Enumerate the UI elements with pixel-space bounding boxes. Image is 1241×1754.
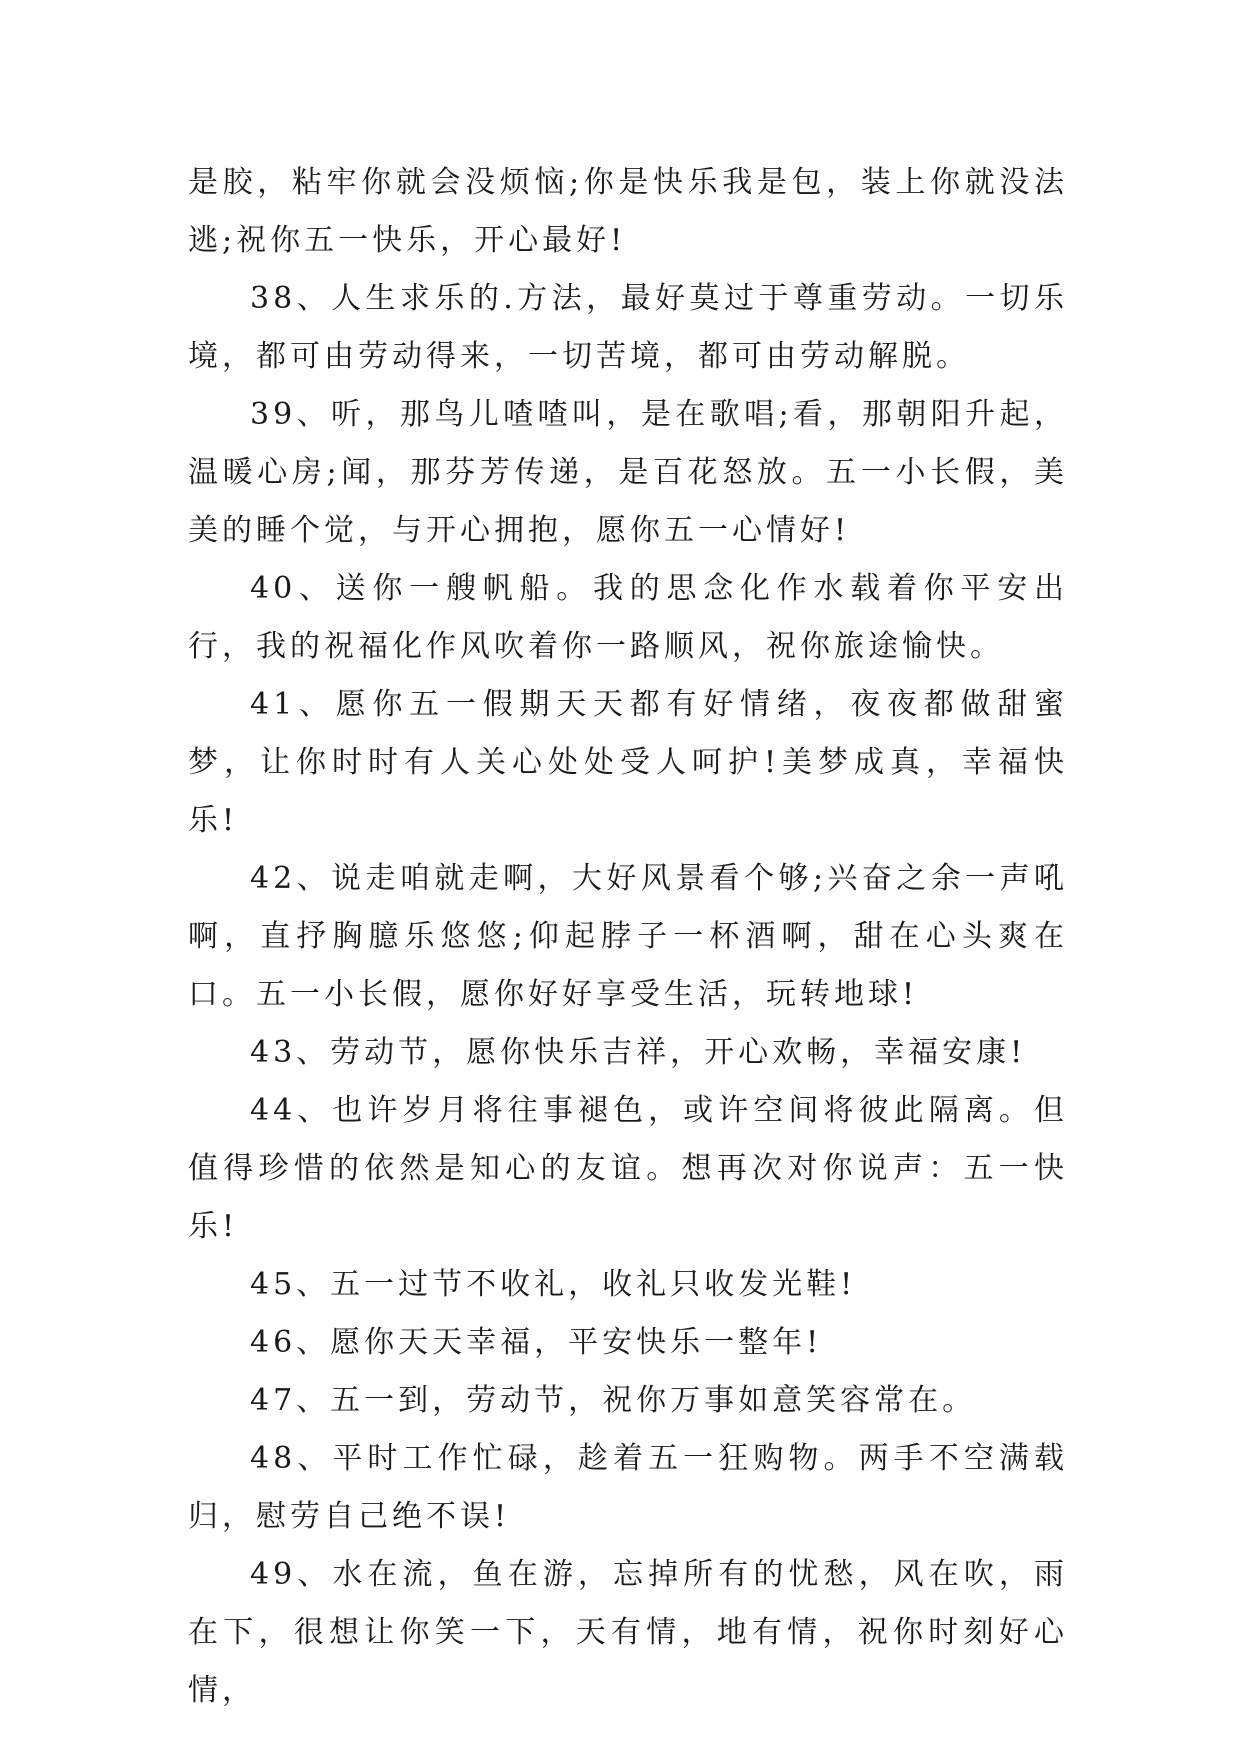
paragraph-48: 48、平时工作忙碌，趁着五一狂购物。两手不空满载归，慰劳自己绝不误! [188,1441,1068,1534]
paragraph-45: 45、五一过节不收礼，收礼只收发光鞋! [250,1267,857,1302]
paragraph-39: 39、听，那鸟儿喳喳叫，是在歌唱;看，那朝阳升起，温暖心房;闻，那芬芳传递，是百花怒放。五一小长假，美美的睡个觉，与开心拥抱，愿你五一心情好! [188,397,1068,548]
paragraph-44: 44、也许岁月将往事褪色，或许空间将彼此隔离。但值得珍惜的依然是知心的友谊。想再次对你说声：五一快乐! [188,1093,1068,1244]
paragraph-46: 46、愿你天天幸福，平安快乐一整年! [250,1325,823,1360]
paragraph-continuation: 是胶，粘牢你就会没烦恼;你是快乐我是包，装上你就没法逃;祝你五一快乐，开心最好! [188,165,1068,258]
paragraph-42: 42、说走咱就走啊，大好风景看个够;兴奋之余一声吼啊，直抒胸臆乐悠悠;仰起脖子一杯酒啊，甜在心头爽在口。五一小长假，愿你好好享受生活，玩转地球! [188,861,1068,1012]
paragraph-38: 38、人生求乐的.方法，最好莫过于尊重劳动。一切乐境，都可由劳动得来，一切苦境，都可由劳动解脱。 [188,281,1068,374]
paragraph-43: 43、劳动节，愿你快乐吉祥，开心欢畅，幸福安康! [250,1035,1027,1070]
paragraph-40: 40、送你一艘帆船。我的思念化作水载着你平安出行，我的祝福化作风吹着你一路顺风，祝你旅途愉快。 [188,571,1068,664]
paragraph-49: 49、水在流，鱼在游，忘掉所有的忧愁，风在吹，雨在下，很想让你笑一下，天有情，地有情，祝你时刻好心情， [188,1557,1068,1708]
document-body [188,154,1068,1720]
paragraph-41: 41、愿你五一假期天天都有好情绪，夜夜都做甜蜜梦，让你时时有人关心处处受人呵护!美梦成真，幸福快乐! [188,687,1068,838]
paragraph-47: 47、五一到，劳动节，祝你万事如意笑容常在。 [250,1383,977,1418]
